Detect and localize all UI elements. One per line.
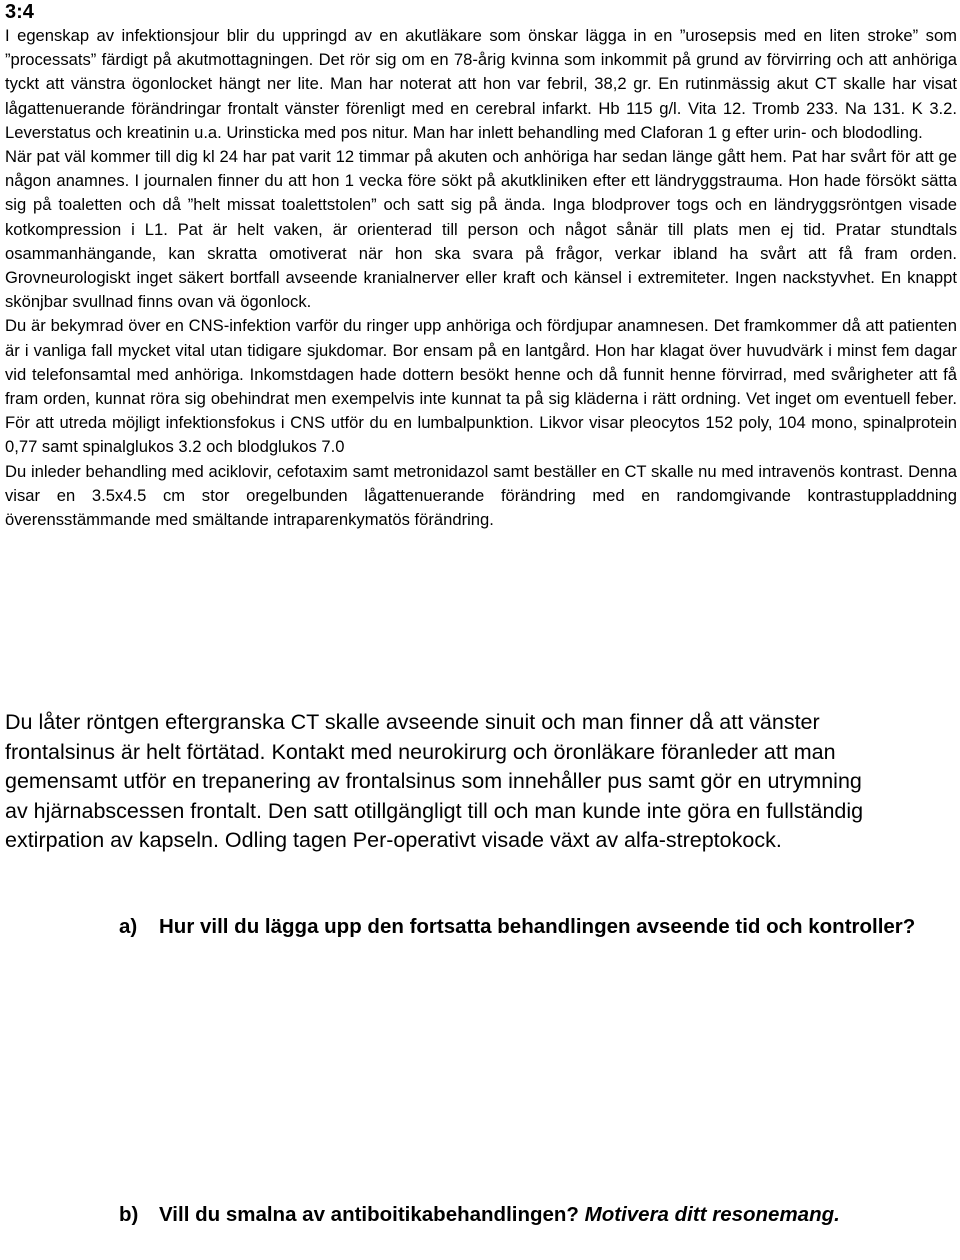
question-a-text: Hur vill du lägga upp den fortsatta behandlingen avseende tid och kontroller? xyxy=(159,915,916,938)
question-b xyxy=(119,1201,959,1229)
question-a-letter: a) xyxy=(119,915,138,938)
case-description xyxy=(5,24,957,532)
case-paragraph-4: Du inleder behandling med aciklovir, cefotaxim samt metronidazol samt beställer en CT skalle nu med intravenös kontrast. Denna visar en 3.5x4.5 cm stor oregelbunden lågattenuerande förändring med en randomgivande kontrastuppladdning överensstämmande med smältande intraparenkymatös förändring. xyxy=(5,461,957,530)
document-page xyxy=(5,0,957,1226)
followup-paragraph: Du låter röntgen eftergranska CT skalle avseende sinuit och man finner då att vänster frontalsinus är helt förtätad. Kontakt med neurokirurg och öronläkare föranleder att man gemensamt utför en trepanering av frontalsinus som innehåller pus samt gör en utrymning av hjärnabscessen frontalt. Den satt otillgängligt till och man kunde inte göra en fullständig extirpation av kapseln. Odling tagen Per-operativt visade växt av alfa-streptokock. xyxy=(5,710,864,852)
question-number-heading: 3:4 xyxy=(5,1,34,23)
case-paragraph-3: Du är bekymrad över en CNS-infektion varför du ringer upp anhöriga och fördjupar anamnesen. Det framkommer då att patienten är i vanliga fall mycket vital utan tidigare sjukdomar. Bor ensam på en lantgård. Hon har klagat över huvudvärk i minst fem dagar vid telefonsamtal med anhöriga. Inkomstdagen hade dottern besökt henne och då funnit henne förvirrad, med svårigheter att få fram orden, kunnat röra sig obehindrat men exempelvis inte kunnat ta på sig kläderna i rätt ordning. Vet inget om eventuell feber. För att utreda möjligt infektionsfokus i CNS utför du en lumbalpunktion. Likvor visar pleocytos 152 poly, 104 mono, spinalprotein 0,77 samt spinalglukos 3.2 och blodglukos 7.0 xyxy=(5,316,957,457)
case-paragraph-2: När pat väl kommer till dig kl 24 har pat varit 12 timmar på akuten och anhöriga har sedan länge gått hem. Pat har svårt för att ge någon anamnes. I journalen finner du att hon 1 vecka före sökt på akutkliniken efter ett ländryggstrauma. Hon hade försökt sätta sig på toaletten och då ”helt missat toalettstolen” och satt sig på ända. Inga blodprover togs och en ländryggsröntgen visade kotkompression i L1. Pat är helt vaken, är orienterad till person och något sånär till plats men ej tid. Pratar stundtals osammanhängande, kan skratta omotiverat när hon ska svara på frågor, verkar ibland ha svårt att få fram orden. Grovneurologiskt inget säkert bortfall avseende kranialnerver eller kraft och känsel i extremiteter. Ingen nackstyvhet. En knappt skönjbar svullnad finns ovan vä ögonlock. xyxy=(5,147,957,312)
question-b-text: Vill du smalna av antiboitikabehandlingen? xyxy=(159,1203,579,1226)
question-b-text-italic: Motivera ditt resonemang. xyxy=(578,1203,840,1226)
question-b-body xyxy=(159,1201,959,1229)
question-a xyxy=(119,913,959,941)
question-b-letter: b) xyxy=(119,1203,139,1226)
case-paragraph-1: I egenskap av infektionsjour blir du uppringd av en akutläkare som önskar lägga in en ”urosepsis med en liten stroke” som ”processats” färdigt på akutmottagningen. Det rör sig om en 78-årig kvinna som inkommit på grund av förvirring och att anhöriga tyckt att vänstra ögonlocket hängt ner lite. Man har noterat att hon var febril, 38,2 gr. En rutinmässig akut CT skalle har visat lågattenuerande förändringar frontalt vänster förenligt med en cerebral infarkt. Hb 115 g/l. Vita 12. Tromb 233. Na 131. K 3.2. Leverstatus och kreatinin u.a. Urinsticka med pos nitur. Man har inlett behandling med Claforan 1 g efter urin- och blododling. xyxy=(5,26,957,142)
